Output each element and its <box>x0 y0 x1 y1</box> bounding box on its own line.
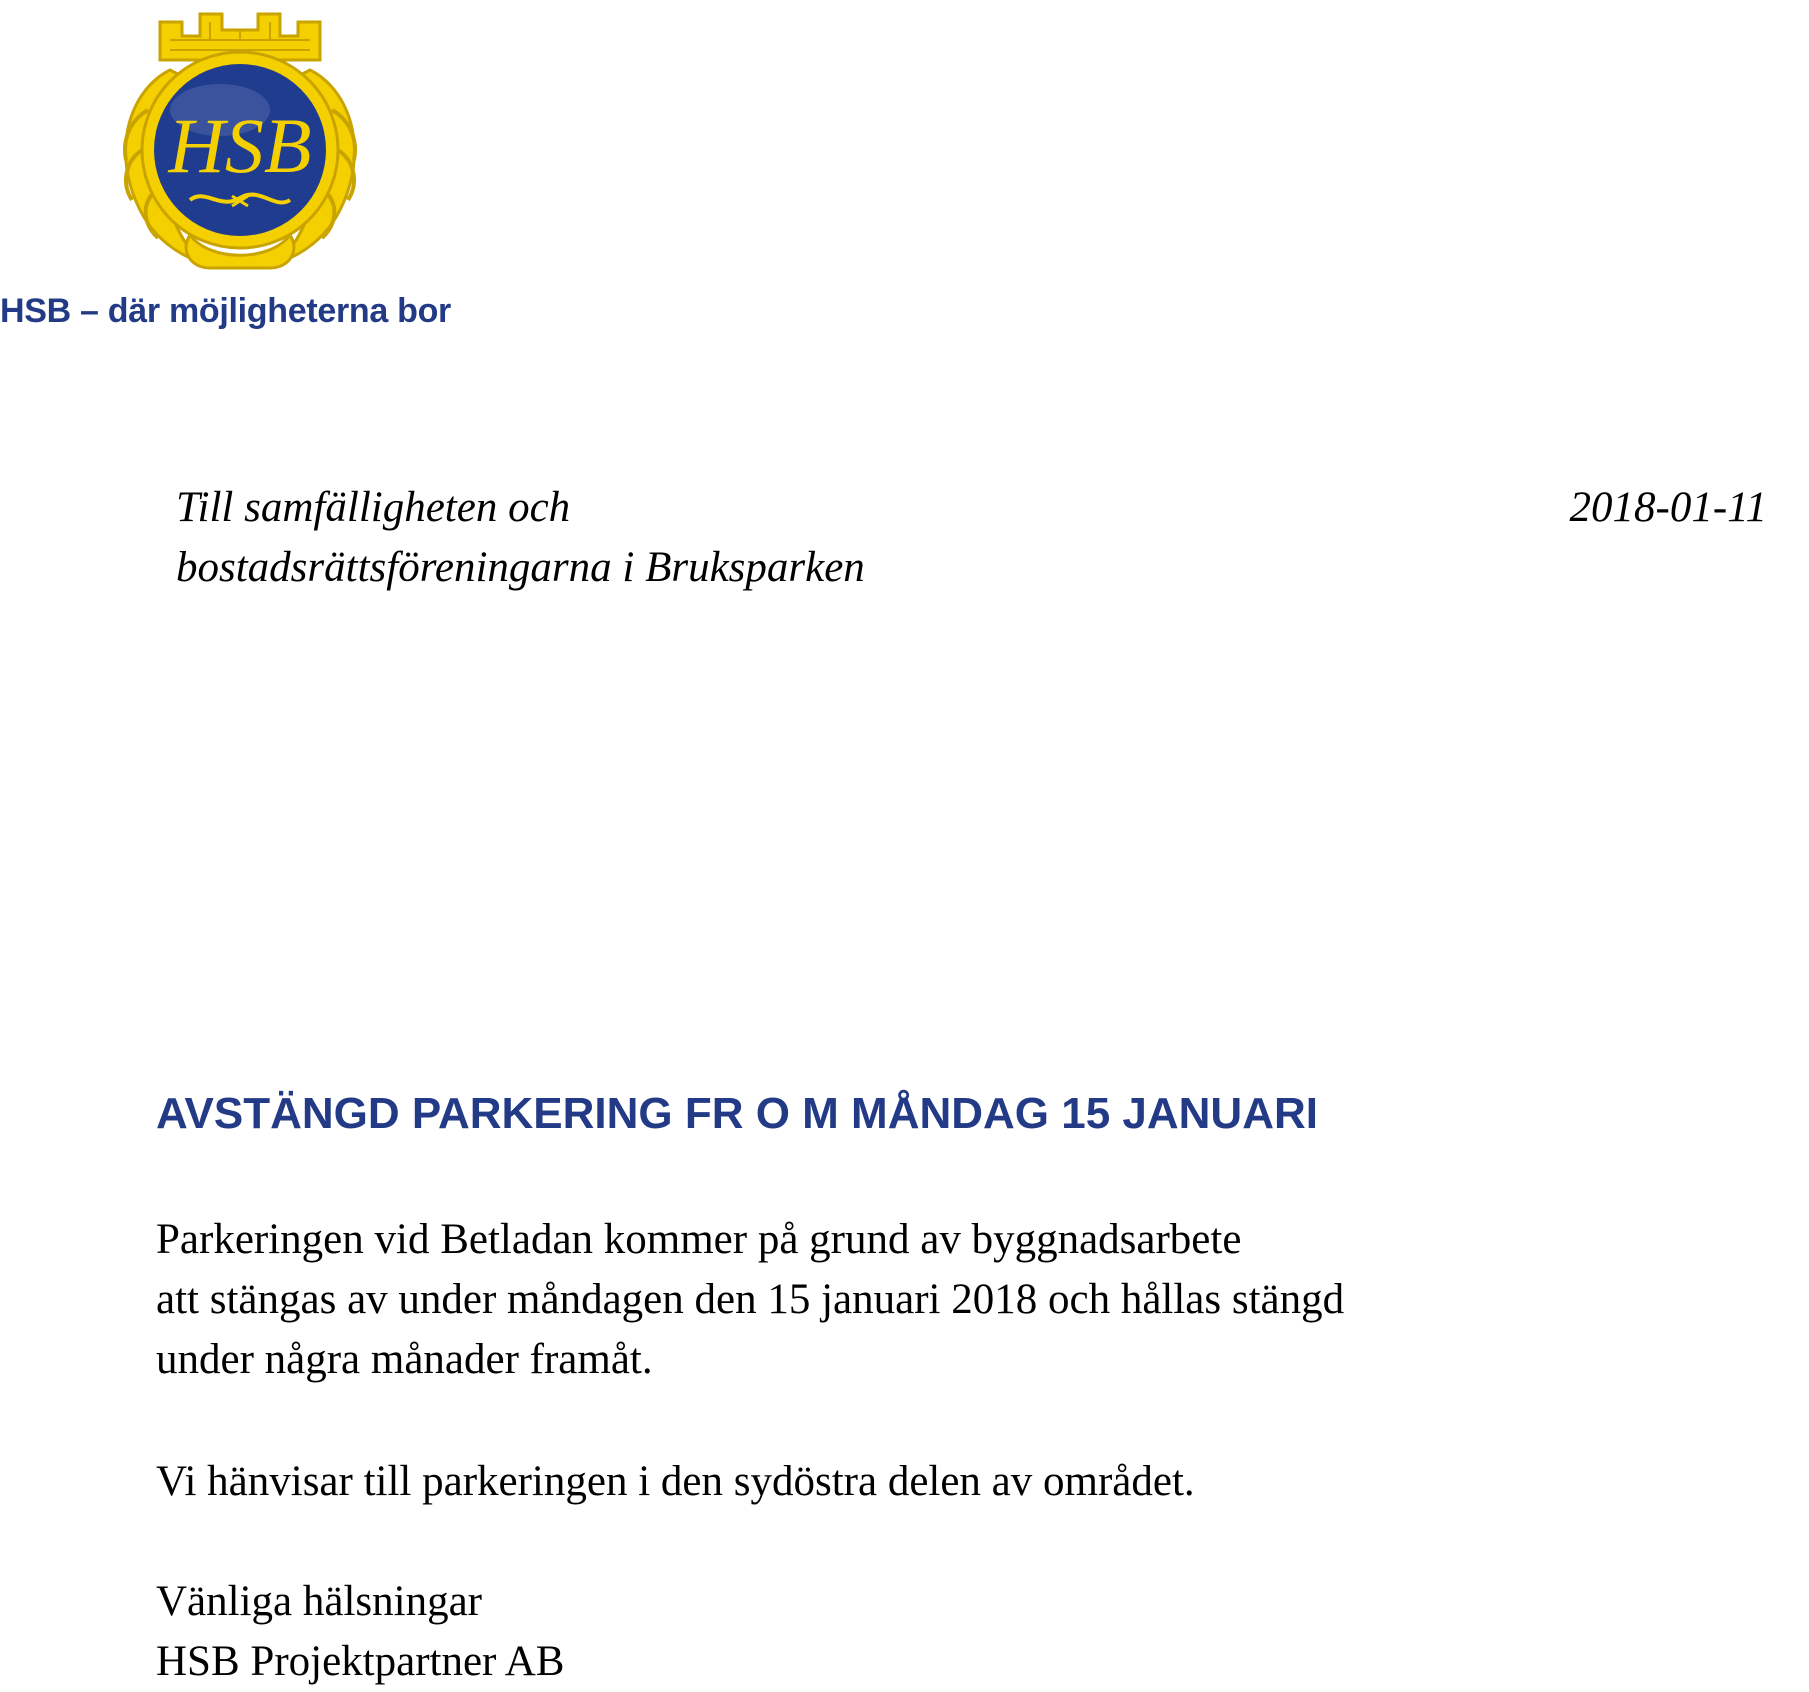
recipient-line-2: bostadsrättsföreningarna i Bruksparken <box>176 544 865 591</box>
paragraph-1-line-1: Parkeringen vid Betladan kommer på grund av byggnadsarbete <box>156 1216 1242 1263</box>
hsb-logo <box>100 0 380 272</box>
paragraph-1-line-2: att stängas av under måndagen den 15 januari 2018 och hållas stängd <box>156 1276 1345 1323</box>
brand-tagline: HSB – där möjligheterna bor <box>0 292 451 330</box>
closing-greeting: Vänliga hälsningar <box>156 1578 482 1625</box>
hsb-crest-icon <box>100 0 380 272</box>
logo-monogram: HSB <box>168 102 312 189</box>
recipient-line-1: Till samfälligheten och <box>176 484 571 531</box>
paragraph-2-line-1: Vi hänvisar till parkeringen i den sydöstra delen av området. <box>156 1458 1195 1505</box>
paragraph-1 <box>156 1210 1344 1390</box>
paragraph-2 <box>156 1452 1195 1512</box>
sender-name: HSB Projektpartner AB <box>156 1638 565 1685</box>
letter-date: 2018-01-11 <box>1569 484 1767 531</box>
paragraph-1-line-3: under några månader framåt. <box>156 1336 653 1383</box>
signoff-block <box>156 1572 564 1692</box>
letter-heading: AVSTÄNGD PARKERING FR O M MÅNDAG 15 JANUARI <box>156 1089 1318 1138</box>
recipient-block <box>176 478 865 598</box>
